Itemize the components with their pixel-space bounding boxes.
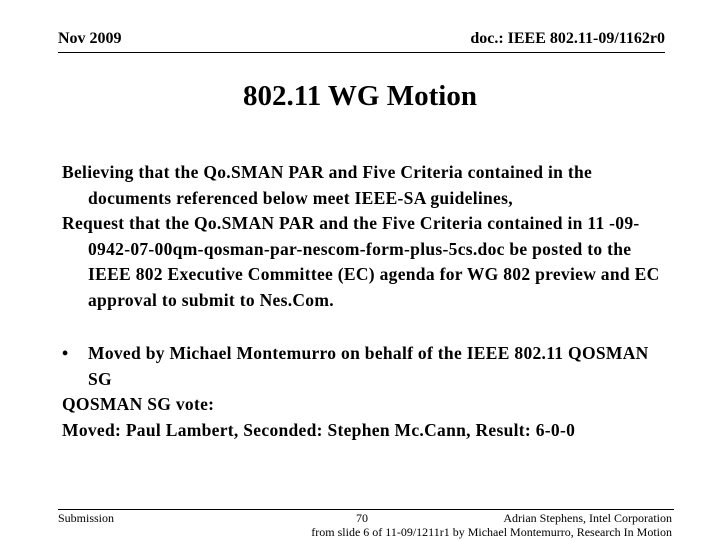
vote-block: [62, 341, 667, 443]
sg-vote-label: QOSMAN SG vote:: [62, 394, 215, 414]
footer-divider: [58, 509, 674, 510]
moved-by-item: [62, 341, 667, 392]
motion-paragraph-believing: Believing that the Qo.SMAN PAR and Five Criteria contained in the documents referenced below meet IEEE-SA guidelines,: [62, 162, 593, 208]
header-divider: [58, 52, 665, 53]
moved-by-text: Moved by Michael Montemurro on behalf of the IEEE 802.11 QOSMAN SG: [88, 343, 649, 389]
motion-paragraph-request: Request that the Qo.SMAN PAR and the Five Criteria contained in 11 -09-0942-07-00qm-qosman-par-nescom-form-plus-5cs.doc be posted to the IEEE 802 Executive Committee (EC) agenda for WG 802 preview and EC approval to submit to Nes.Com.: [62, 213, 660, 310]
footer-author: Adrian Stephens, Intel Corporation: [503, 511, 672, 525]
motion-text: [62, 160, 667, 313]
footer-source: from slide 6 of 11-09/1211r1 by Michael Montemurro, Research In Motion: [311, 525, 672, 539]
header-doc-id: doc.: IEEE 802.11-09/1162r0: [470, 30, 665, 47]
footer-submission: Submission: [58, 511, 115, 525]
bullet-icon: •: [62, 343, 69, 363]
slide-title: 802.11 WG Motion: [243, 80, 477, 112]
footer-attribution: [311, 511, 672, 539]
page-number: 70: [356, 511, 368, 525]
vote-result: Moved: Paul Lambert, Seconded: Stephen Mc.Cann, Result: 6-0-0: [62, 419, 576, 440]
header-date: Nov 2009: [58, 30, 122, 47]
